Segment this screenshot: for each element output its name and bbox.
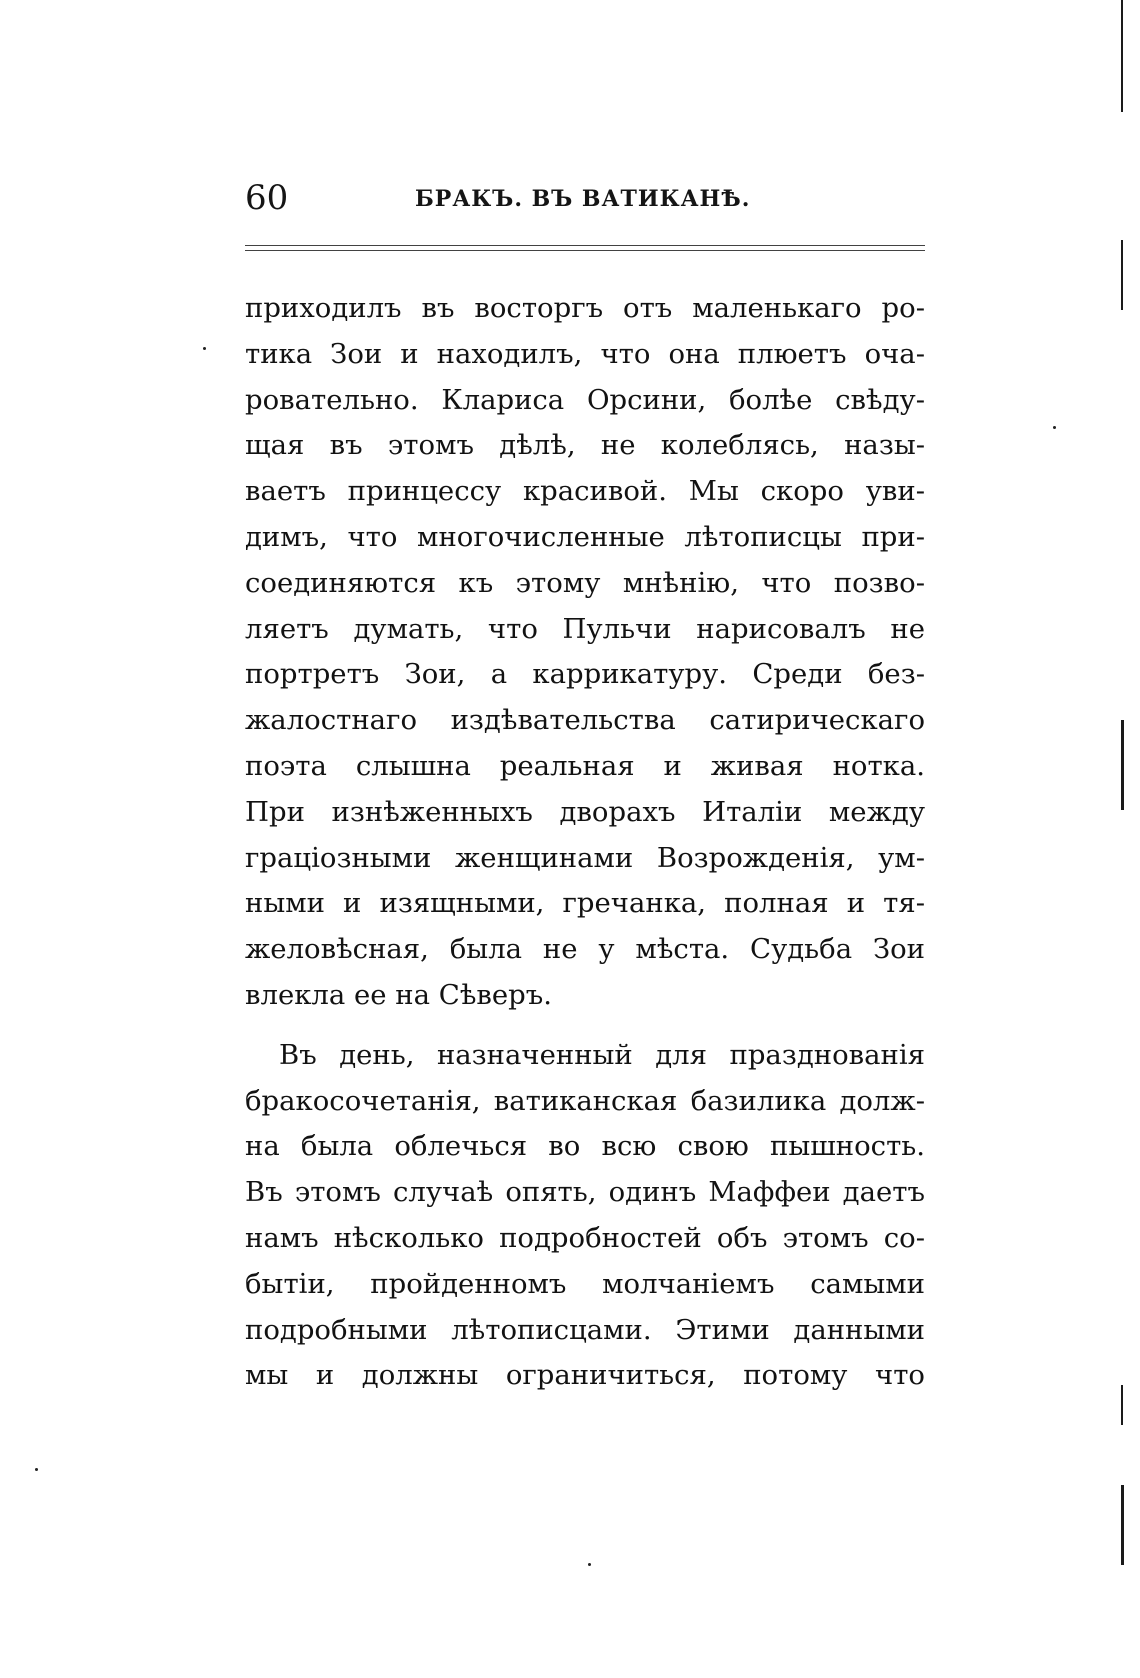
header-rule xyxy=(245,245,925,251)
text-line: тика Зои и находилъ, что она плюетъ оча- xyxy=(245,337,925,370)
text-line: Въ день, назначенный для празднованія xyxy=(279,1038,925,1071)
page-header xyxy=(245,178,925,228)
text-line: ными и изящными, гречанка, полная и тя- xyxy=(245,887,925,920)
scan-speck xyxy=(1053,426,1056,429)
text-line: желовѣсная, была не у мѣста. Судьба Зои xyxy=(245,933,925,966)
text-line: ляетъ думать, что Пульчи нарисовалъ не xyxy=(245,612,925,645)
scan-speck xyxy=(203,347,206,350)
paragraph-1 xyxy=(245,286,925,1019)
text-line: влекла ее на Сѣверъ. xyxy=(245,978,552,1011)
text-line: на была облечься во всю свою пышность. xyxy=(245,1130,925,1163)
text-line: намъ нѣсколько подробностей объ этомъ со- xyxy=(245,1221,925,1254)
text-line: ваетъ принцессу красивой. Мы скоро уви- xyxy=(245,475,925,508)
scan-edge-mark xyxy=(1121,240,1123,310)
text-line: При изнѣженныхъ дворахъ Италіи между xyxy=(245,795,925,828)
text-line: жалостнаго издѣвательства сатирическаго xyxy=(245,704,925,737)
scan-edge-mark xyxy=(1121,1385,1123,1425)
scan-edge-mark xyxy=(1121,1485,1124,1565)
text-line: ровательно. Клариса Орсини, болѣе свѣду- xyxy=(245,383,925,416)
text-line: бракосочетанія, ватиканская базилика долж- xyxy=(245,1084,925,1117)
scan-edge-mark xyxy=(1121,0,1123,112)
text-line: мы и должны ограничиться, потому что xyxy=(245,1359,925,1392)
text-line: димъ, что многочисленные лѣтописцы при- xyxy=(245,520,925,553)
text-line: соединяются къ этому мнѣнію, что позво- xyxy=(245,566,925,599)
text-line: портретъ Зои, а каррикатуру. Среди без- xyxy=(245,658,925,691)
running-title: БРАКЪ. ВЪ ВАТИКАНѢ. xyxy=(415,186,751,212)
text-line: бытіи, пройденномъ молчаніемъ самыми xyxy=(245,1267,925,1300)
text-line: щая въ этомъ дѣлѣ, не колеблясь, назы- xyxy=(245,429,925,462)
scan-edge-mark xyxy=(1121,720,1124,810)
paragraph-2 xyxy=(245,1033,925,1399)
text-line: Въ этомъ случаѣ опять, одинъ Маффеи даетъ xyxy=(245,1176,925,1209)
text-line: приходилъ въ восторгъ отъ маленькаго ро- xyxy=(245,292,925,324)
text-line: подробными лѣтописцами. Этими данными xyxy=(245,1313,925,1346)
page-number: 60 xyxy=(245,178,289,218)
body-text xyxy=(245,286,925,1399)
scan-speck xyxy=(588,1563,591,1566)
text-line: граціозными женщинами Возрожденія, ум- xyxy=(245,841,925,874)
scan-speck xyxy=(35,1468,38,1471)
text-line: поэта слышна реальная и живая нотка. xyxy=(245,749,925,782)
